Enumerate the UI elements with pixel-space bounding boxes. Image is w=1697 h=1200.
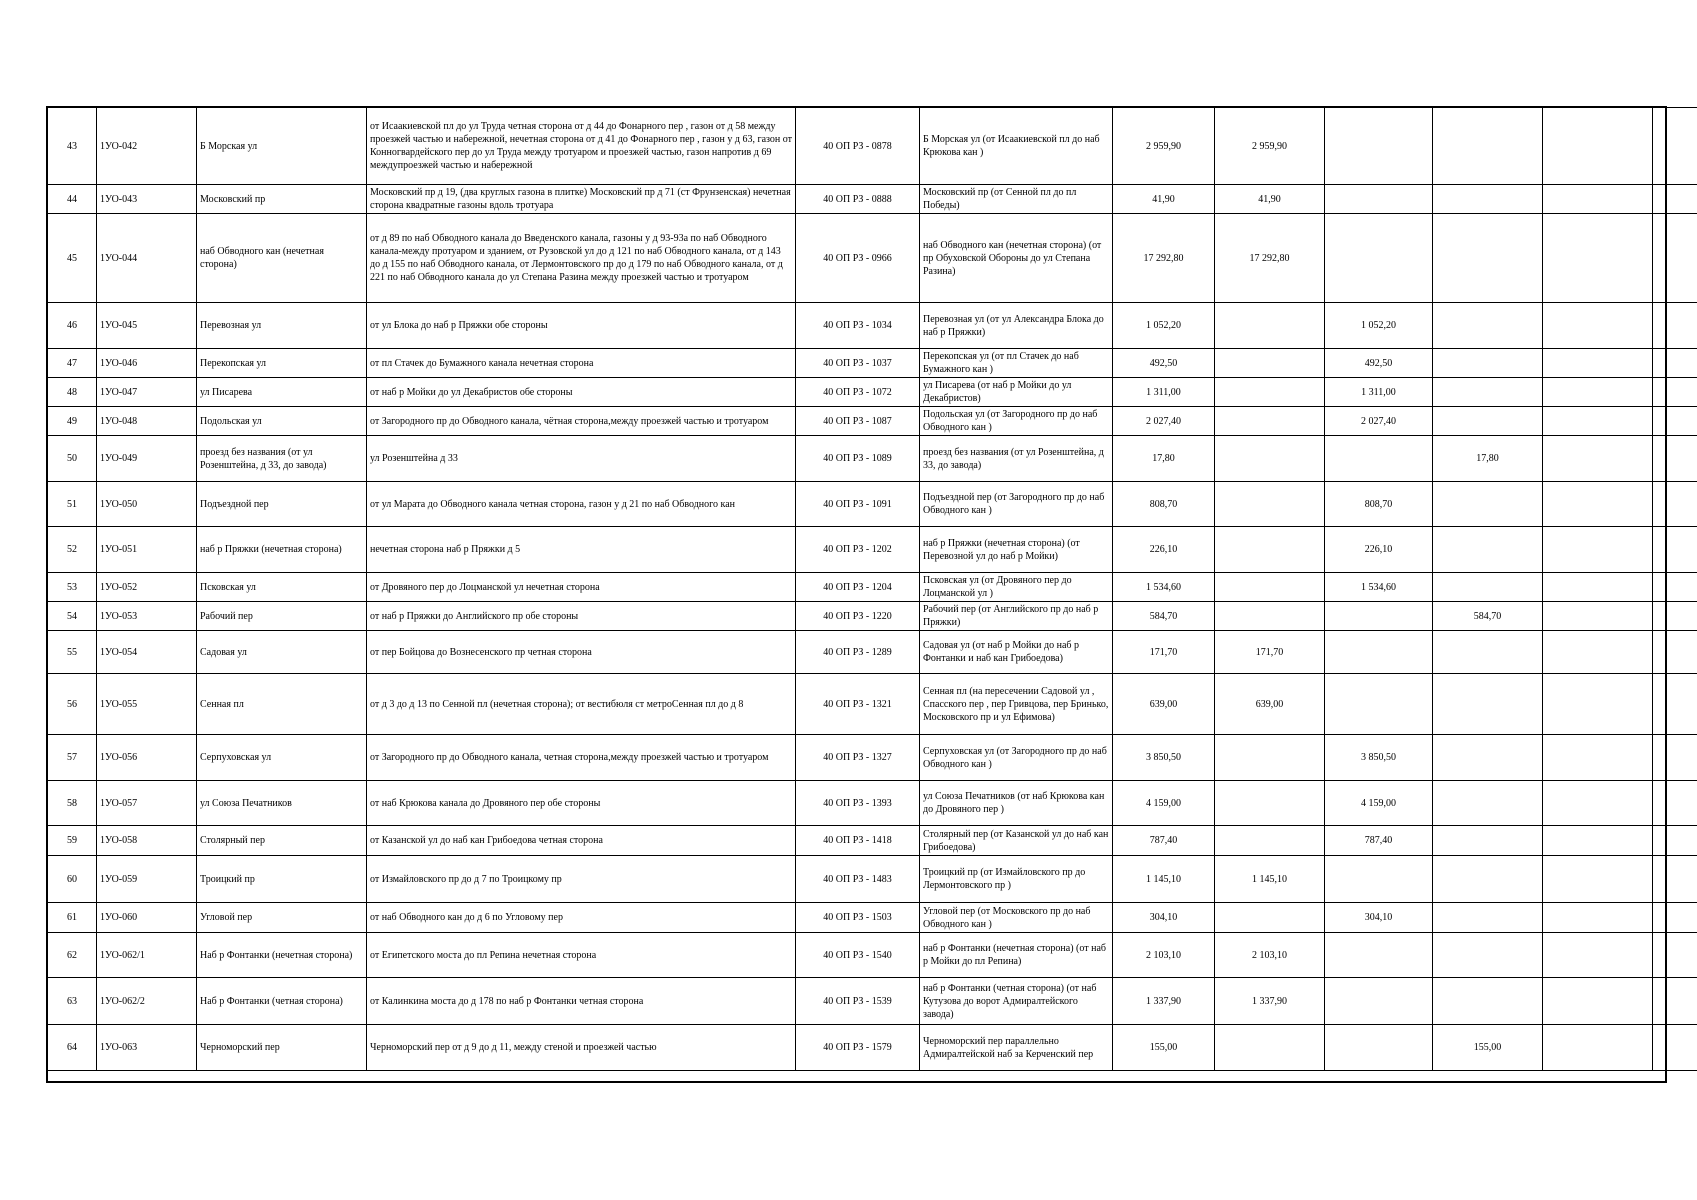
category-2-area-cell — [1325, 856, 1433, 903]
category-4-area-cell — [1543, 781, 1653, 826]
object-code-cell: 1УО-048 — [97, 407, 197, 436]
category-3-area-cell — [1433, 378, 1543, 407]
total-area-cell: 3 850,50 — [1113, 735, 1215, 781]
category-2-area-cell — [1325, 602, 1433, 631]
area-description-cell: Черноморский пер от д 9 до д 11, между стеной и проезжей частью — [367, 1025, 796, 1071]
total-area-cell: 808,70 — [1113, 482, 1215, 527]
table-row — [48, 185, 1697, 214]
category-3-area-cell: 155,00 — [1433, 1025, 1543, 1071]
table-row — [48, 856, 1697, 903]
registry-number-cell: 40 ОП РЗ - 1034 — [796, 303, 920, 349]
category-5-area-cell — [1653, 602, 1697, 631]
category-5-area-cell — [1653, 527, 1697, 573]
category-1-area-cell: 639,00 — [1215, 674, 1325, 735]
category-2-area-cell — [1325, 108, 1433, 185]
registry-number-cell: 40 ОП РЗ - 0888 — [796, 185, 920, 214]
row-number-cell: 43 — [48, 108, 97, 185]
registry-number-cell: 40 ОП РЗ - 1091 — [796, 482, 920, 527]
category-1-area-cell — [1215, 573, 1325, 602]
area-description-cell: от Калинкина моста до д 178 по наб р Фонтанки четная сторона — [367, 978, 796, 1025]
category-2-area-cell: 808,70 — [1325, 482, 1433, 527]
category-1-area-cell: 1 337,90 — [1215, 978, 1325, 1025]
category-4-area-cell — [1543, 978, 1653, 1025]
object-code-cell: 1УО-059 — [97, 856, 197, 903]
total-area-cell: 492,50 — [1113, 349, 1215, 378]
category-4-area-cell — [1543, 1025, 1653, 1071]
category-5-area-cell — [1653, 303, 1697, 349]
row-number-cell: 54 — [48, 602, 97, 631]
road-name-cell: Подъездной пер (от Загородного пр до наб Обводного кан ) — [920, 482, 1113, 527]
category-3-area-cell — [1433, 407, 1543, 436]
category-1-area-cell: 2 959,90 — [1215, 108, 1325, 185]
category-4-area-cell — [1543, 108, 1653, 185]
area-description-cell: от ул Блока до наб р Пряжки обе стороны — [367, 303, 796, 349]
total-area-cell: 1 337,90 — [1113, 978, 1215, 1025]
category-2-area-cell: 226,10 — [1325, 527, 1433, 573]
area-description-cell: от д 3 до д 13 по Сенной пл (нечетная сторона); от вестибюля ст метроСенная пл до д 8 — [367, 674, 796, 735]
category-5-area-cell — [1653, 735, 1697, 781]
category-5-area-cell — [1653, 482, 1697, 527]
road-name-cell: Троицкий пр (от Измайловского пр до Лермонтовского пр ) — [920, 856, 1113, 903]
area-description-cell: от пер Бойцова до Вознесенского пр четная сторона — [367, 631, 796, 674]
category-3-area-cell — [1433, 303, 1543, 349]
street-name-cell: ул Писарева — [197, 378, 367, 407]
registry-number-cell: 40 ОП РЗ - 1327 — [796, 735, 920, 781]
area-description-cell: от ул Марата до Обводного канала четная сторона, газон у д 21 по наб Обводного кан — [367, 482, 796, 527]
category-5-area-cell — [1653, 1025, 1697, 1071]
area-description-cell: от наб р Пряжки до Английского пр обе стороны — [367, 602, 796, 631]
table-row — [48, 826, 1697, 856]
row-number-cell: 58 — [48, 781, 97, 826]
total-area-cell: 2 103,10 — [1113, 933, 1215, 978]
total-area-cell: 304,10 — [1113, 903, 1215, 933]
road-name-cell: Черноморский пер параллельно Адмиралтейской наб за Керченский пер — [920, 1025, 1113, 1071]
row-number-cell: 62 — [48, 933, 97, 978]
area-description-cell: от д 89 по наб Обводного канала до Введенского канала, газоны у д 93-93а по наб Обводного канала-между протуаром и зданием, от Рузовской ул до д 121 по наб Обводного канала, от д 143 до д 155 по наб Обводного канала, от Лермонтовского пр до д 179 по наб Обводного канала, от д 221 по наб Обводного канала до ул Степана Разина между проезжей частью и тротуаром — [367, 214, 796, 303]
row-number-cell: 56 — [48, 674, 97, 735]
category-4-area-cell — [1543, 378, 1653, 407]
total-area-cell: 17,80 — [1113, 436, 1215, 482]
category-3-area-cell — [1433, 978, 1543, 1025]
total-area-cell: 1 145,10 — [1113, 856, 1215, 903]
registry-number-cell: 40 ОП РЗ - 1089 — [796, 436, 920, 482]
category-4-area-cell — [1543, 631, 1653, 674]
category-1-area-cell — [1215, 303, 1325, 349]
road-name-cell: Столярный пер (от Казанской ул до наб кан Грибоедова) — [920, 826, 1113, 856]
row-number-cell: 64 — [48, 1025, 97, 1071]
category-2-area-cell: 304,10 — [1325, 903, 1433, 933]
category-4-area-cell — [1543, 674, 1653, 735]
street-name-cell: Перекопская ул — [197, 349, 367, 378]
category-3-area-cell — [1433, 214, 1543, 303]
category-5-area-cell — [1653, 108, 1697, 185]
total-area-cell: 1 534,60 — [1113, 573, 1215, 602]
table-row — [48, 482, 1697, 527]
total-area-cell: 639,00 — [1113, 674, 1215, 735]
street-name-cell: Подольская ул — [197, 407, 367, 436]
registry-number-cell: 40 ОП РЗ - 0878 — [796, 108, 920, 185]
category-4-area-cell — [1543, 349, 1653, 378]
object-code-cell: 1УО-057 — [97, 781, 197, 826]
category-4-area-cell — [1543, 903, 1653, 933]
category-3-area-cell — [1433, 482, 1543, 527]
object-code-cell: 1УО-050 — [97, 482, 197, 527]
category-4-area-cell — [1543, 573, 1653, 602]
table-row — [48, 349, 1697, 378]
category-1-area-cell — [1215, 1025, 1325, 1071]
category-1-area-cell — [1215, 349, 1325, 378]
category-1-area-cell: 17 292,80 — [1215, 214, 1325, 303]
object-code-cell: 1УО-058 — [97, 826, 197, 856]
area-description-cell: от пл Стачек до Бумажного канала нечетная сторона — [367, 349, 796, 378]
object-code-cell: 1УО-051 — [97, 527, 197, 573]
object-code-cell: 1УО-060 — [97, 903, 197, 933]
row-number-cell: 50 — [48, 436, 97, 482]
row-number-cell: 44 — [48, 185, 97, 214]
registry-number-cell: 40 ОП РЗ - 1539 — [796, 978, 920, 1025]
road-name-cell: ул Писарева (от наб р Мойки до ул Декабристов) — [920, 378, 1113, 407]
table-row — [48, 602, 1697, 631]
table-row — [48, 674, 1697, 735]
road-name-cell: Сенная пл (на пересечении Садовой ул , Спасского пер , пер Гривцова, пер Бринько, Московского пр и ул Ефимова) — [920, 674, 1113, 735]
table-row — [48, 378, 1697, 407]
category-2-area-cell — [1325, 631, 1433, 674]
registry-table — [47, 107, 1697, 1071]
category-1-area-cell — [1215, 527, 1325, 573]
category-3-area-cell — [1433, 527, 1543, 573]
area-description-cell: от Загородного пр до Обводного канала, чётная сторона,между проезжей частью и тротуаром — [367, 407, 796, 436]
road-name-cell: Угловой пер (от Московского пр до наб Обводного кан ) — [920, 903, 1113, 933]
total-area-cell: 1 052,20 — [1113, 303, 1215, 349]
category-4-area-cell — [1543, 856, 1653, 903]
category-5-area-cell — [1653, 856, 1697, 903]
area-description-cell: от Измайловского пр до д 7 по Троицкому пр — [367, 856, 796, 903]
object-code-cell: 1УО-062/1 — [97, 933, 197, 978]
object-code-cell: 1УО-054 — [97, 631, 197, 674]
table-row — [48, 573, 1697, 602]
table-row — [48, 735, 1697, 781]
object-code-cell: 1УО-056 — [97, 735, 197, 781]
object-code-cell: 1УО-049 — [97, 436, 197, 482]
total-area-cell: 171,70 — [1113, 631, 1215, 674]
registry-number-cell: 40 ОП РЗ - 1087 — [796, 407, 920, 436]
registry-number-cell: 40 ОП РЗ - 1418 — [796, 826, 920, 856]
object-code-cell: 1УО-063 — [97, 1025, 197, 1071]
object-code-cell: 1УО-045 — [97, 303, 197, 349]
category-3-area-cell — [1433, 573, 1543, 602]
row-number-cell: 59 — [48, 826, 97, 856]
street-name-cell: Рабочий пер — [197, 602, 367, 631]
category-1-area-cell: 1 145,10 — [1215, 856, 1325, 903]
category-2-area-cell — [1325, 978, 1433, 1025]
category-5-area-cell — [1653, 826, 1697, 856]
category-1-area-cell: 171,70 — [1215, 631, 1325, 674]
category-4-area-cell — [1543, 933, 1653, 978]
table-row — [48, 303, 1697, 349]
registry-number-cell: 40 ОП РЗ - 1393 — [796, 781, 920, 826]
object-code-cell: 1УО-055 — [97, 674, 197, 735]
category-5-area-cell — [1653, 378, 1697, 407]
category-1-area-cell — [1215, 735, 1325, 781]
category-2-area-cell: 1 052,20 — [1325, 303, 1433, 349]
total-area-cell: 787,40 — [1113, 826, 1215, 856]
category-3-area-cell — [1433, 903, 1543, 933]
area-description-cell: от наб Обводного кан до д 6 по Угловому пер — [367, 903, 796, 933]
area-description-cell: нечетная сторона наб р Пряжки д 5 — [367, 527, 796, 573]
row-number-cell: 61 — [48, 903, 97, 933]
total-area-cell: 4 159,00 — [1113, 781, 1215, 826]
registry-number-cell: 40 ОП РЗ - 1540 — [796, 933, 920, 978]
object-code-cell: 1УО-053 — [97, 602, 197, 631]
row-number-cell: 53 — [48, 573, 97, 602]
road-name-cell: Рабочий пер (от Английского пр до наб р Пряжки) — [920, 602, 1113, 631]
table-row — [48, 631, 1697, 674]
category-5-area-cell — [1653, 407, 1697, 436]
registry-number-cell: 40 ОП РЗ - 1072 — [796, 378, 920, 407]
street-name-cell: Черноморский пер — [197, 1025, 367, 1071]
object-code-cell: 1УО-052 — [97, 573, 197, 602]
road-name-cell: наб Обводного кан (нечетная сторона) (от пр Обуховской Обороны до ул Степана Разина) — [920, 214, 1113, 303]
total-area-cell: 2 959,90 — [1113, 108, 1215, 185]
registry-number-cell: 40 ОП РЗ - 1220 — [796, 602, 920, 631]
road-name-cell: Подольская ул (от Загородного пр до наб Обводного кан ) — [920, 407, 1113, 436]
total-area-cell: 1 311,00 — [1113, 378, 1215, 407]
category-2-area-cell — [1325, 185, 1433, 214]
category-3-area-cell — [1433, 349, 1543, 378]
category-2-area-cell: 1 534,60 — [1325, 573, 1433, 602]
category-5-area-cell — [1653, 903, 1697, 933]
table-row — [48, 933, 1697, 978]
row-number-cell: 48 — [48, 378, 97, 407]
registry-number-cell: 40 ОП РЗ - 0966 — [796, 214, 920, 303]
category-2-area-cell — [1325, 674, 1433, 735]
table-row — [48, 978, 1697, 1025]
category-5-area-cell — [1653, 781, 1697, 826]
category-2-area-cell: 2 027,40 — [1325, 407, 1433, 436]
area-description-cell: от Исаакиевской пл до ул Труда четная сторона от д 44 до Фонарного пер , газон от д 58 между проезжей частью и набережной, нечетная сторона от д 41 до Фонарного пер , газон у д 63, газон от Конногвардейского пер до ул Труда между тротуаром и проезжей частью, газон напротив д 69 междупроезжей частью и набережной — [367, 108, 796, 185]
object-code-cell: 1УО-042 — [97, 108, 197, 185]
category-1-area-cell — [1215, 482, 1325, 527]
road-name-cell: проезд без названия (от ул Розенштейна, д 33, до завода) — [920, 436, 1113, 482]
category-3-area-cell — [1433, 631, 1543, 674]
registry-number-cell: 40 ОП РЗ - 1503 — [796, 903, 920, 933]
total-area-cell: 155,00 — [1113, 1025, 1215, 1071]
road-name-cell: наб р Пряжки (нечетная сторона) (от Перевозной ул до наб р Мойки) — [920, 527, 1113, 573]
table-row — [48, 436, 1697, 482]
category-1-area-cell — [1215, 602, 1325, 631]
table-row — [48, 407, 1697, 436]
category-2-area-cell: 4 159,00 — [1325, 781, 1433, 826]
street-name-cell: Б Морская ул — [197, 108, 367, 185]
category-2-area-cell: 492,50 — [1325, 349, 1433, 378]
registry-number-cell: 40 ОП РЗ - 1321 — [796, 674, 920, 735]
category-3-area-cell — [1433, 856, 1543, 903]
total-area-cell: 2 027,40 — [1113, 407, 1215, 436]
road-name-cell: наб р Фонтанки (нечетная сторона) (от наб р Мойки до пл Репина) — [920, 933, 1113, 978]
category-4-area-cell — [1543, 436, 1653, 482]
area-description-cell: от Казанской ул до наб кан Грибоедова четная сторона — [367, 826, 796, 856]
category-1-area-cell — [1215, 781, 1325, 826]
object-code-cell: 1УО-047 — [97, 378, 197, 407]
row-number-cell: 49 — [48, 407, 97, 436]
total-area-cell: 226,10 — [1113, 527, 1215, 573]
row-number-cell: 55 — [48, 631, 97, 674]
category-2-area-cell: 1 311,00 — [1325, 378, 1433, 407]
category-4-area-cell — [1543, 602, 1653, 631]
street-name-cell: Наб р Фонтанки (четная сторона) — [197, 978, 367, 1025]
category-1-area-cell: 41,90 — [1215, 185, 1325, 214]
category-4-area-cell — [1543, 185, 1653, 214]
object-code-cell: 1УО-062/2 — [97, 978, 197, 1025]
category-1-area-cell — [1215, 903, 1325, 933]
registry-number-cell: 40 ОП РЗ - 1289 — [796, 631, 920, 674]
table-row — [48, 108, 1697, 185]
category-3-area-cell: 584,70 — [1433, 602, 1543, 631]
total-area-cell: 584,70 — [1113, 602, 1215, 631]
category-1-area-cell — [1215, 378, 1325, 407]
area-description-cell: от Дровяного пер до Лоцманской ул нечетная сторона — [367, 573, 796, 602]
road-name-cell: Псковская ул (от Дровяного пер до Лоцманской ул ) — [920, 573, 1113, 602]
table-row — [48, 781, 1697, 826]
road-name-cell: ул Союза Печатников (от наб Крюкова кан до Дровяного пер ) — [920, 781, 1113, 826]
road-name-cell: Перекопская ул (от пл Стачек до наб Бумажного кан ) — [920, 349, 1113, 378]
category-4-area-cell — [1543, 214, 1653, 303]
row-number-cell: 45 — [48, 214, 97, 303]
registry-number-cell: 40 ОП РЗ - 1579 — [796, 1025, 920, 1071]
road-name-cell: Садовая ул (от наб р Мойки до наб р Фонтанки и наб кан Грибоедова) — [920, 631, 1113, 674]
street-name-cell: Столярный пер — [197, 826, 367, 856]
category-5-area-cell — [1653, 436, 1697, 482]
road-name-cell: Б Морская ул (от Исаакиевской пл до наб Крюкова кан ) — [920, 108, 1113, 185]
category-3-area-cell: 17,80 — [1433, 436, 1543, 482]
road-name-cell: наб р Фонтанки (четная сторона) (от наб Кутузова до ворот Адмиралтейского завода) — [920, 978, 1113, 1025]
category-2-area-cell — [1325, 214, 1433, 303]
area-description-cell: от наб р Мойки до ул Декабристов обе стороны — [367, 378, 796, 407]
row-number-cell: 52 — [48, 527, 97, 573]
category-3-area-cell — [1433, 108, 1543, 185]
area-description-cell: Московский пр д 19, (два круглых газона в плитке) Московский пр д 71 (ст Фрунзенская) нечетная сторона квадратные газоны вдоль тротуара — [367, 185, 796, 214]
category-1-area-cell: 2 103,10 — [1215, 933, 1325, 978]
street-name-cell: проезд без названия (от ул Розенштейна, д 33, до завода) — [197, 436, 367, 482]
object-code-cell: 1УО-044 — [97, 214, 197, 303]
category-1-area-cell — [1215, 436, 1325, 482]
category-2-area-cell — [1325, 436, 1433, 482]
area-description-cell: от Загородного пр до Обводного канала, четная сторона,между проезжей частью и тротуаром — [367, 735, 796, 781]
category-4-area-cell — [1543, 407, 1653, 436]
table-row — [48, 527, 1697, 573]
street-name-cell: наб Обводного кан (нечетная сторона) — [197, 214, 367, 303]
row-number-cell: 60 — [48, 856, 97, 903]
category-5-area-cell — [1653, 978, 1697, 1025]
area-description-cell: от Египетского моста до пл Репина нечетная сторона — [367, 933, 796, 978]
street-name-cell: Сенная пл — [197, 674, 367, 735]
category-5-area-cell — [1653, 674, 1697, 735]
row-number-cell: 57 — [48, 735, 97, 781]
total-area-cell: 41,90 — [1113, 185, 1215, 214]
registry-number-cell: 40 ОП РЗ - 1202 — [796, 527, 920, 573]
street-name-cell: Серпуховская ул — [197, 735, 367, 781]
row-number-cell: 46 — [48, 303, 97, 349]
total-area-cell: 17 292,80 — [1113, 214, 1215, 303]
category-4-area-cell — [1543, 735, 1653, 781]
category-3-area-cell — [1433, 781, 1543, 826]
street-name-cell: Подъездной пер — [197, 482, 367, 527]
area-description-cell: ул Розенштейна д 33 — [367, 436, 796, 482]
street-name-cell: Угловой пер — [197, 903, 367, 933]
street-name-cell: Троицкий пр — [197, 856, 367, 903]
object-code-cell: 1УО-046 — [97, 349, 197, 378]
table-row — [48, 214, 1697, 303]
street-name-cell: Садовая ул — [197, 631, 367, 674]
category-1-area-cell — [1215, 826, 1325, 856]
category-5-area-cell — [1653, 349, 1697, 378]
category-3-area-cell — [1433, 735, 1543, 781]
table-row — [48, 1025, 1697, 1071]
category-5-area-cell — [1653, 185, 1697, 214]
table-body — [48, 108, 1697, 1071]
road-name-cell: Серпуховская ул (от Загородного пр до наб Обводного кан ) — [920, 735, 1113, 781]
area-description-cell: от наб Крюкова канала до Дровяного пер обе стороны — [367, 781, 796, 826]
category-4-area-cell — [1543, 303, 1653, 349]
category-5-area-cell — [1653, 933, 1697, 978]
category-3-area-cell — [1433, 185, 1543, 214]
street-name-cell: Псковская ул — [197, 573, 367, 602]
category-1-area-cell — [1215, 407, 1325, 436]
category-5-area-cell — [1653, 214, 1697, 303]
category-5-area-cell — [1653, 631, 1697, 674]
street-name-cell: Перевозная ул — [197, 303, 367, 349]
category-3-area-cell — [1433, 826, 1543, 856]
street-name-cell: Московский пр — [197, 185, 367, 214]
row-number-cell: 63 — [48, 978, 97, 1025]
registry-number-cell: 40 ОП РЗ - 1037 — [796, 349, 920, 378]
registry-number-cell: 40 ОП РЗ - 1204 — [796, 573, 920, 602]
category-5-area-cell — [1653, 573, 1697, 602]
road-name-cell: Перевозная ул (от ул Александра Блока до наб р Пряжки) — [920, 303, 1113, 349]
category-3-area-cell — [1433, 933, 1543, 978]
category-4-area-cell — [1543, 826, 1653, 856]
street-name-cell: ул Союза Печатников — [197, 781, 367, 826]
street-name-cell: наб р Пряжки (нечетная сторона) — [197, 527, 367, 573]
road-name-cell: Московский пр (от Сенной пл до пл Победы) — [920, 185, 1113, 214]
category-2-area-cell — [1325, 933, 1433, 978]
category-3-area-cell — [1433, 674, 1543, 735]
category-4-area-cell — [1543, 527, 1653, 573]
street-name-cell: Наб р Фонтанки (нечетная сторона) — [197, 933, 367, 978]
row-number-cell: 51 — [48, 482, 97, 527]
table-row — [48, 903, 1697, 933]
category-2-area-cell: 3 850,50 — [1325, 735, 1433, 781]
row-number-cell: 47 — [48, 349, 97, 378]
registry-number-cell: 40 ОП РЗ - 1483 — [796, 856, 920, 903]
object-code-cell: 1УО-043 — [97, 185, 197, 214]
category-2-area-cell: 787,40 — [1325, 826, 1433, 856]
category-2-area-cell — [1325, 1025, 1433, 1071]
category-4-area-cell — [1543, 482, 1653, 527]
